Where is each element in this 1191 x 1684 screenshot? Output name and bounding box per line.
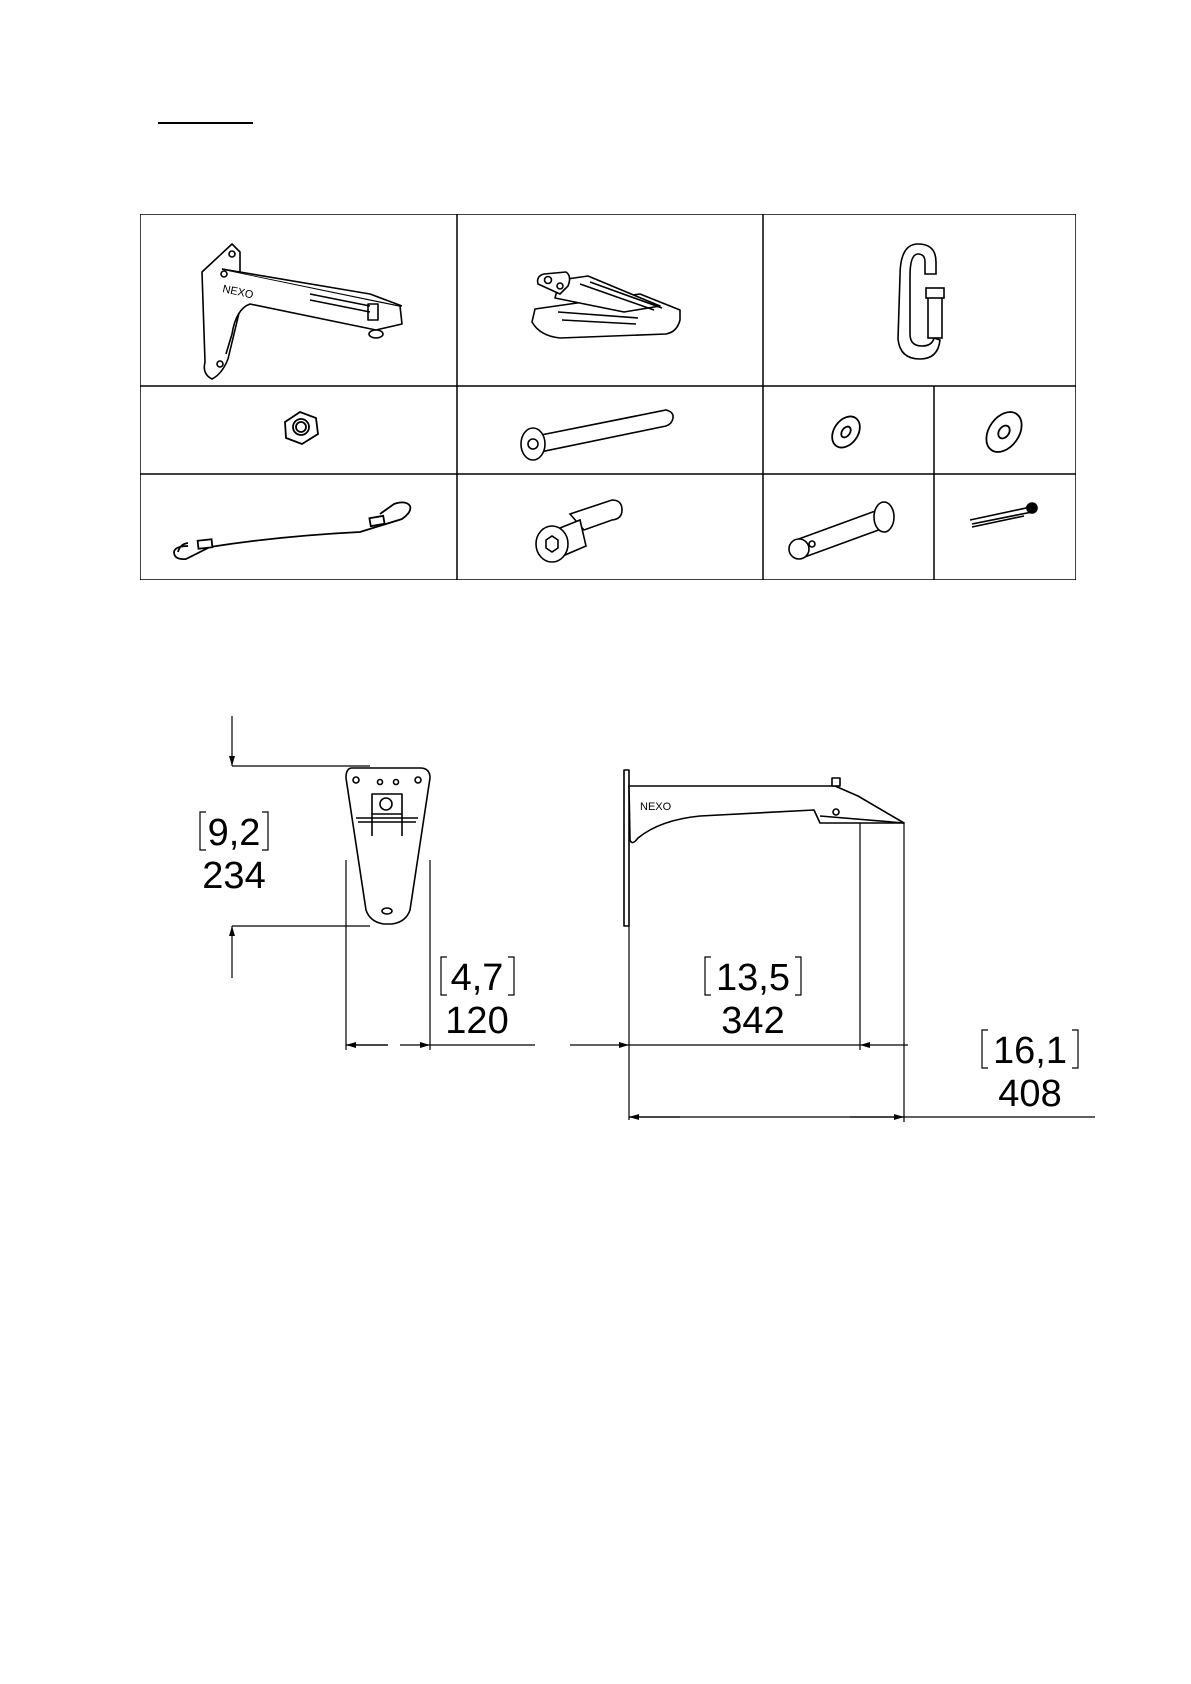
total-depth-mm-label: 408	[998, 1073, 1062, 1115]
arm-depth-mm-label: 342	[721, 1000, 785, 1042]
bracket-side-view	[624, 770, 904, 926]
total-depth-inch-label: 16,1	[993, 1030, 1067, 1072]
width-inch-label: 4,7	[450, 957, 504, 999]
arm-depth-inch-label: 13,5	[716, 957, 790, 999]
svg-text:NEXO: NEXO	[221, 283, 255, 302]
width-mm-label: 120	[445, 1000, 509, 1042]
height-inch-label: 9,2	[207, 812, 261, 854]
height-mm-label: 234	[202, 855, 266, 897]
bracket-front-view	[346, 768, 430, 924]
svg-text:NEXO: NEXO	[640, 801, 672, 813]
